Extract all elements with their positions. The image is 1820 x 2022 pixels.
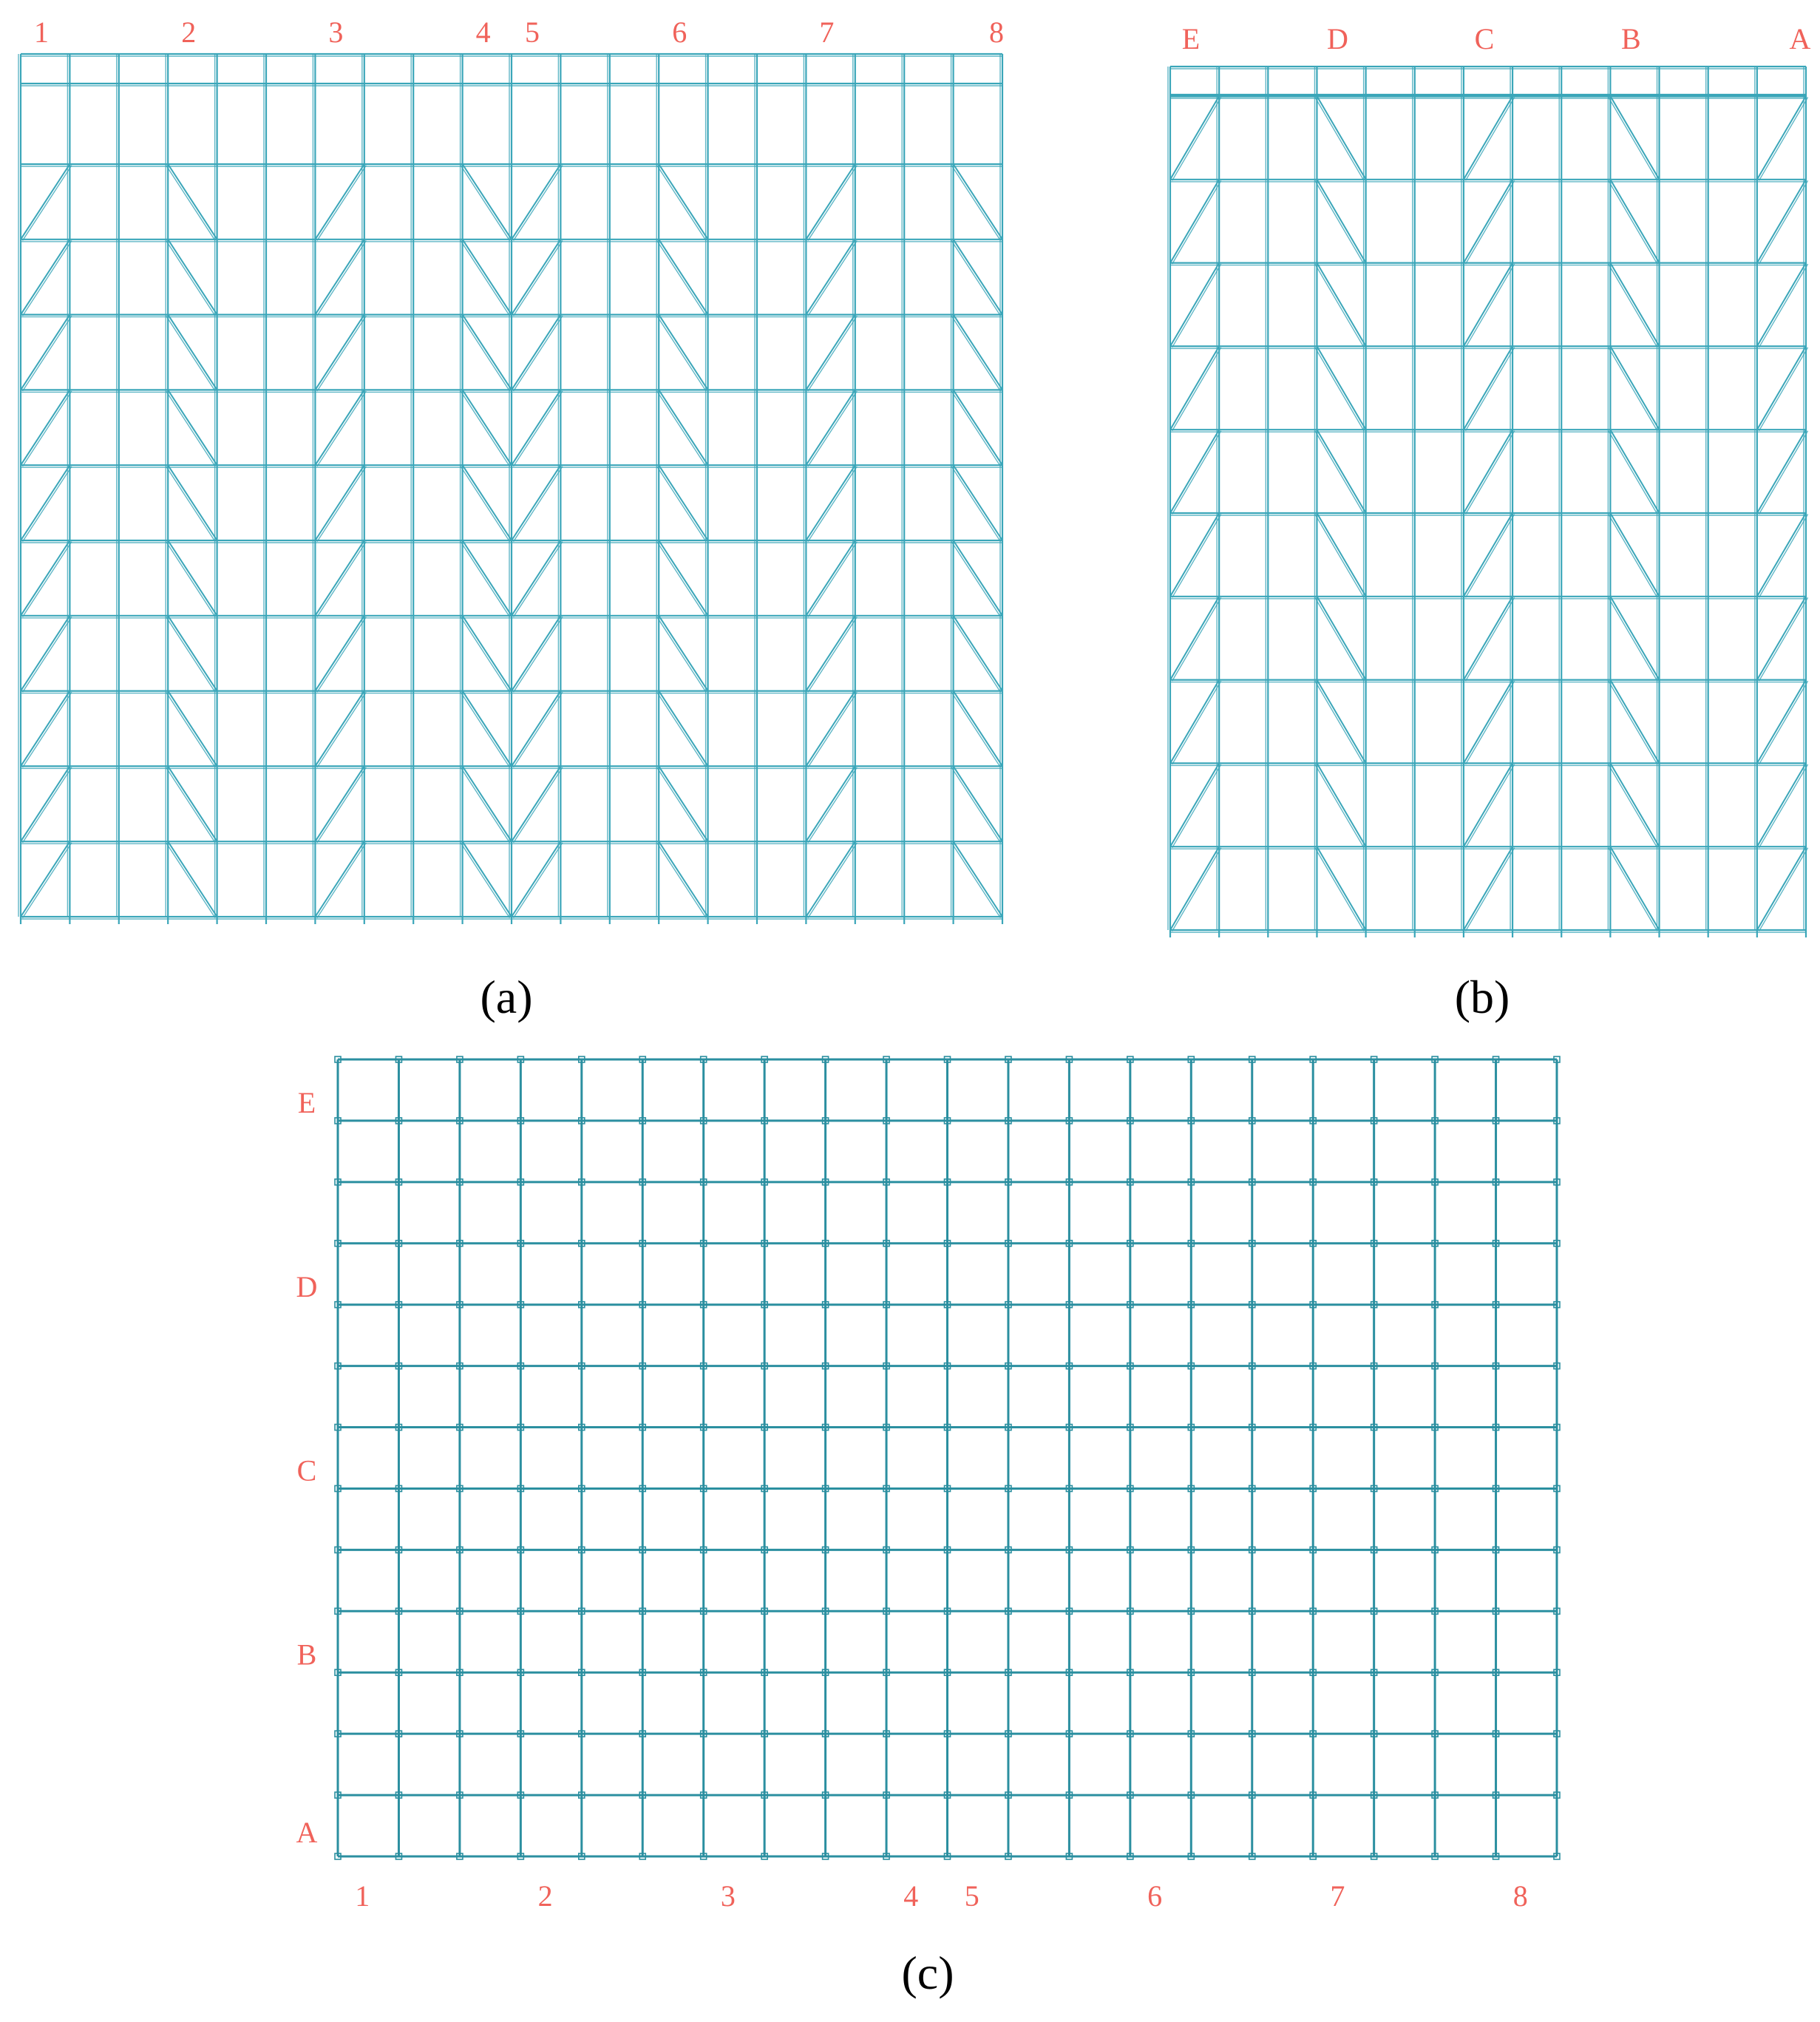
brace xyxy=(1317,430,1365,513)
brace xyxy=(1609,264,1657,347)
brace xyxy=(23,843,72,918)
brace xyxy=(21,390,69,465)
brace xyxy=(1757,597,1806,680)
brace xyxy=(463,766,512,841)
brace xyxy=(21,766,69,841)
brace xyxy=(806,540,855,616)
brace xyxy=(1464,263,1512,347)
brace xyxy=(1759,98,1807,181)
brace xyxy=(315,240,364,315)
brace xyxy=(951,843,1000,918)
brace xyxy=(657,316,706,391)
brace xyxy=(659,315,707,390)
brace xyxy=(657,240,706,316)
brace xyxy=(315,390,364,465)
brace xyxy=(166,767,215,843)
grid-label: 8 xyxy=(1512,1879,1528,1913)
brace xyxy=(512,465,560,540)
elevation-frame-b xyxy=(1168,22,1811,937)
brace xyxy=(951,316,1000,391)
brace xyxy=(1317,180,1365,263)
brace xyxy=(461,767,509,843)
brace xyxy=(461,166,509,241)
brace xyxy=(659,240,707,315)
brace xyxy=(1172,764,1221,848)
brace xyxy=(1170,847,1219,930)
brace xyxy=(512,616,560,691)
grid-label: C xyxy=(1474,22,1495,55)
brace xyxy=(806,691,855,767)
grid-label: B xyxy=(296,1638,317,1672)
brace xyxy=(659,465,707,540)
brace xyxy=(806,390,855,465)
brace xyxy=(954,540,1002,616)
brace xyxy=(951,542,1000,617)
brace xyxy=(23,767,72,843)
brace xyxy=(1172,431,1221,515)
brace xyxy=(1315,98,1364,181)
brace xyxy=(317,467,366,542)
grid-label: 5 xyxy=(525,16,540,49)
brace xyxy=(1759,347,1807,431)
brace xyxy=(659,841,707,917)
brace xyxy=(1759,764,1807,848)
brace xyxy=(317,316,366,391)
brace xyxy=(954,315,1002,390)
brace xyxy=(1759,180,1807,264)
brace xyxy=(1759,264,1807,347)
grid-label: 3 xyxy=(328,16,344,49)
brace xyxy=(954,390,1002,465)
brace xyxy=(806,315,855,390)
brace xyxy=(168,390,217,465)
brace xyxy=(657,843,706,918)
brace xyxy=(512,841,560,917)
plan-grid-c xyxy=(296,1056,1560,1913)
brace xyxy=(1464,680,1512,764)
grid-label: 3 xyxy=(720,1879,736,1913)
brace xyxy=(1609,515,1657,598)
brace xyxy=(1759,515,1807,598)
brace xyxy=(168,240,217,315)
brace xyxy=(806,766,855,841)
brace xyxy=(1317,597,1365,680)
brace xyxy=(512,766,560,841)
brace xyxy=(1610,597,1659,680)
brace xyxy=(1757,513,1806,597)
brace xyxy=(23,692,72,767)
grid-label: 6 xyxy=(1147,1879,1163,1913)
brace xyxy=(659,616,707,691)
brace xyxy=(21,240,69,315)
brace xyxy=(808,391,857,467)
brace xyxy=(1172,515,1221,598)
brace xyxy=(1170,597,1219,680)
brace xyxy=(1609,180,1657,264)
brace xyxy=(1464,763,1512,847)
brace xyxy=(463,240,512,315)
brace xyxy=(461,692,509,767)
brace xyxy=(951,617,1000,692)
brace xyxy=(808,617,857,692)
brace xyxy=(315,691,364,767)
brace xyxy=(1464,346,1512,430)
grid-label: E xyxy=(1181,22,1201,55)
brace xyxy=(1610,680,1659,764)
brace xyxy=(1172,848,1221,932)
brace xyxy=(317,542,366,617)
caption-b: (b) xyxy=(1454,971,1510,1023)
brace xyxy=(317,617,366,692)
brace xyxy=(1317,263,1365,347)
brace xyxy=(23,316,72,391)
brace xyxy=(21,691,69,767)
brace xyxy=(166,166,215,241)
brace xyxy=(21,465,69,540)
brace xyxy=(1757,847,1806,930)
brace xyxy=(806,465,855,540)
brace xyxy=(657,166,706,241)
brace xyxy=(951,391,1000,467)
brace xyxy=(1466,848,1515,932)
brace xyxy=(1315,347,1364,431)
brace xyxy=(166,542,215,617)
brace xyxy=(1317,96,1365,180)
brace xyxy=(1466,180,1515,264)
brace xyxy=(657,692,706,767)
brace xyxy=(514,166,563,241)
brace xyxy=(808,843,857,918)
brace xyxy=(168,164,217,240)
brace xyxy=(1172,681,1221,764)
brace xyxy=(1610,346,1659,430)
brace xyxy=(514,767,563,843)
brace xyxy=(512,315,560,390)
brace xyxy=(1466,681,1515,764)
brace xyxy=(1464,513,1512,597)
grid-label: 2 xyxy=(537,1879,553,1913)
brace xyxy=(954,465,1002,540)
elevation-frame-a xyxy=(18,16,1004,924)
brace xyxy=(951,767,1000,843)
brace xyxy=(21,164,69,240)
brace xyxy=(21,315,69,390)
brace xyxy=(1172,98,1221,181)
grid-label: D xyxy=(296,1269,318,1303)
brace xyxy=(463,691,512,767)
brace xyxy=(512,164,560,240)
brace xyxy=(461,467,509,542)
brace xyxy=(1466,597,1515,681)
brace xyxy=(1170,180,1219,263)
brace xyxy=(808,542,857,617)
brace xyxy=(1317,513,1365,597)
grid-label: 1 xyxy=(34,16,49,49)
brace xyxy=(21,841,69,917)
brace xyxy=(514,467,563,542)
brace xyxy=(1757,180,1806,263)
brace xyxy=(1757,430,1806,513)
brace xyxy=(315,766,364,841)
brace xyxy=(951,692,1000,767)
brace xyxy=(806,164,855,240)
brace xyxy=(1464,430,1512,513)
brace xyxy=(808,467,857,542)
brace xyxy=(512,540,560,616)
brace xyxy=(166,843,215,918)
brace xyxy=(1172,597,1221,681)
brace xyxy=(23,617,72,692)
brace xyxy=(1759,431,1807,515)
brace xyxy=(1464,96,1512,180)
brace xyxy=(166,617,215,692)
brace xyxy=(512,691,560,767)
brace xyxy=(1170,263,1219,347)
brace xyxy=(1466,515,1515,598)
caption-c: (c) xyxy=(901,1947,954,1999)
brace xyxy=(1610,180,1659,263)
brace xyxy=(168,616,217,691)
brace xyxy=(1172,180,1221,264)
brace xyxy=(461,542,509,617)
grid-label: 4 xyxy=(903,1879,919,1913)
brace xyxy=(1170,430,1219,513)
brace xyxy=(1610,763,1659,847)
grid-label: C xyxy=(296,1453,317,1487)
brace xyxy=(1170,96,1219,180)
caption-a: (a) xyxy=(480,971,533,1023)
brace xyxy=(514,316,563,391)
brace xyxy=(951,467,1000,542)
brace xyxy=(514,391,563,467)
brace xyxy=(659,766,707,841)
brace xyxy=(1315,515,1364,598)
brace xyxy=(168,691,217,767)
brace xyxy=(1315,764,1364,848)
brace xyxy=(1466,764,1515,848)
brace xyxy=(21,540,69,616)
brace xyxy=(1759,848,1807,932)
brace xyxy=(461,391,509,467)
brace xyxy=(659,540,707,616)
brace xyxy=(1610,96,1659,180)
brace xyxy=(808,316,857,391)
brace xyxy=(954,240,1002,315)
brace xyxy=(1609,431,1657,515)
brace xyxy=(166,316,215,391)
brace xyxy=(1464,847,1512,930)
brace xyxy=(463,616,512,691)
brace xyxy=(315,540,364,616)
brace xyxy=(1609,597,1657,681)
brace xyxy=(954,766,1002,841)
brace xyxy=(463,540,512,616)
brace xyxy=(21,616,69,691)
grid-label: B xyxy=(1621,22,1641,55)
brace xyxy=(168,540,217,616)
brace xyxy=(1757,96,1806,180)
brace xyxy=(1170,513,1219,597)
grid-label: 1 xyxy=(355,1879,370,1913)
brace xyxy=(463,315,512,390)
brace xyxy=(1757,346,1806,430)
grid-label: 7 xyxy=(1330,1879,1345,1913)
brace xyxy=(1464,597,1512,680)
brace xyxy=(1610,847,1659,930)
grid-label: 2 xyxy=(181,16,197,49)
brace xyxy=(315,465,364,540)
brace xyxy=(1317,847,1365,930)
brace xyxy=(1759,597,1807,681)
brace xyxy=(317,692,366,767)
brace xyxy=(23,467,72,542)
brace xyxy=(1317,346,1365,430)
brace xyxy=(954,616,1002,691)
brace xyxy=(808,240,857,316)
brace xyxy=(808,692,857,767)
brace xyxy=(1466,347,1515,431)
grid-label: E xyxy=(297,1086,316,1120)
grid-label: D xyxy=(1327,22,1348,55)
brace xyxy=(166,692,215,767)
brace xyxy=(1172,347,1221,431)
brace xyxy=(166,467,215,542)
brace xyxy=(659,691,707,767)
brace xyxy=(23,542,72,617)
brace xyxy=(168,841,217,917)
brace xyxy=(1609,681,1657,764)
brace xyxy=(951,166,1000,241)
brace xyxy=(1609,764,1657,848)
brace xyxy=(317,843,366,918)
brace xyxy=(463,465,512,540)
brace xyxy=(514,843,563,918)
brace xyxy=(1609,347,1657,431)
brace xyxy=(659,390,707,465)
brace xyxy=(315,164,364,240)
brace xyxy=(1610,430,1659,513)
brace xyxy=(1757,263,1806,347)
brace xyxy=(23,166,72,241)
brace xyxy=(315,616,364,691)
brace xyxy=(514,617,563,692)
brace xyxy=(1172,264,1221,347)
brace xyxy=(166,240,215,316)
brace xyxy=(315,315,364,390)
brace xyxy=(463,164,512,240)
brace xyxy=(461,843,509,918)
brace xyxy=(1759,681,1807,764)
brace xyxy=(317,240,366,316)
brace xyxy=(1609,98,1657,181)
brace xyxy=(1464,180,1512,263)
brace xyxy=(1757,763,1806,847)
brace xyxy=(951,240,1000,316)
brace xyxy=(1170,680,1219,764)
brace xyxy=(657,391,706,467)
brace xyxy=(954,164,1002,240)
brace xyxy=(514,542,563,617)
brace xyxy=(1466,98,1515,181)
brace xyxy=(657,467,706,542)
grid-label: 5 xyxy=(964,1879,979,1913)
brace xyxy=(1315,597,1364,681)
brace xyxy=(1757,680,1806,764)
brace xyxy=(806,841,855,917)
brace xyxy=(23,240,72,316)
brace xyxy=(317,166,366,241)
brace xyxy=(461,617,509,692)
grid-label: A xyxy=(1789,22,1811,55)
brace xyxy=(1317,763,1365,847)
brace xyxy=(1466,264,1515,347)
brace xyxy=(1315,848,1364,932)
brace xyxy=(1466,431,1515,515)
grid-label: 6 xyxy=(672,16,687,49)
brace xyxy=(657,617,706,692)
brace xyxy=(806,616,855,691)
brace xyxy=(1315,681,1364,764)
brace xyxy=(23,391,72,467)
brace xyxy=(954,841,1002,917)
brace xyxy=(463,841,512,917)
brace xyxy=(808,767,857,843)
brace xyxy=(659,164,707,240)
brace xyxy=(1610,513,1659,597)
brace xyxy=(1315,264,1364,347)
grid-label: 4 xyxy=(475,16,491,49)
brace xyxy=(954,691,1002,767)
brace xyxy=(317,391,366,467)
brace xyxy=(806,240,855,315)
brace xyxy=(1610,263,1659,347)
brace xyxy=(514,240,563,316)
grid-label: 8 xyxy=(989,16,1004,49)
brace xyxy=(808,166,857,241)
brace xyxy=(512,390,560,465)
brace xyxy=(657,542,706,617)
brace xyxy=(657,767,706,843)
brace xyxy=(168,465,217,540)
grid-label: 7 xyxy=(819,16,835,49)
brace xyxy=(1170,346,1219,430)
brace xyxy=(317,767,366,843)
brace xyxy=(166,391,215,467)
brace xyxy=(1317,680,1365,764)
brace xyxy=(1315,180,1364,264)
brace xyxy=(512,240,560,315)
brace xyxy=(514,692,563,767)
brace xyxy=(1315,431,1364,515)
brace xyxy=(463,390,512,465)
brace xyxy=(168,766,217,841)
brace xyxy=(1170,763,1219,847)
brace xyxy=(168,315,217,390)
brace xyxy=(315,841,364,917)
brace xyxy=(1609,848,1657,932)
brace xyxy=(461,316,509,391)
brace xyxy=(461,240,509,316)
grid-label: A xyxy=(296,1815,318,1849)
